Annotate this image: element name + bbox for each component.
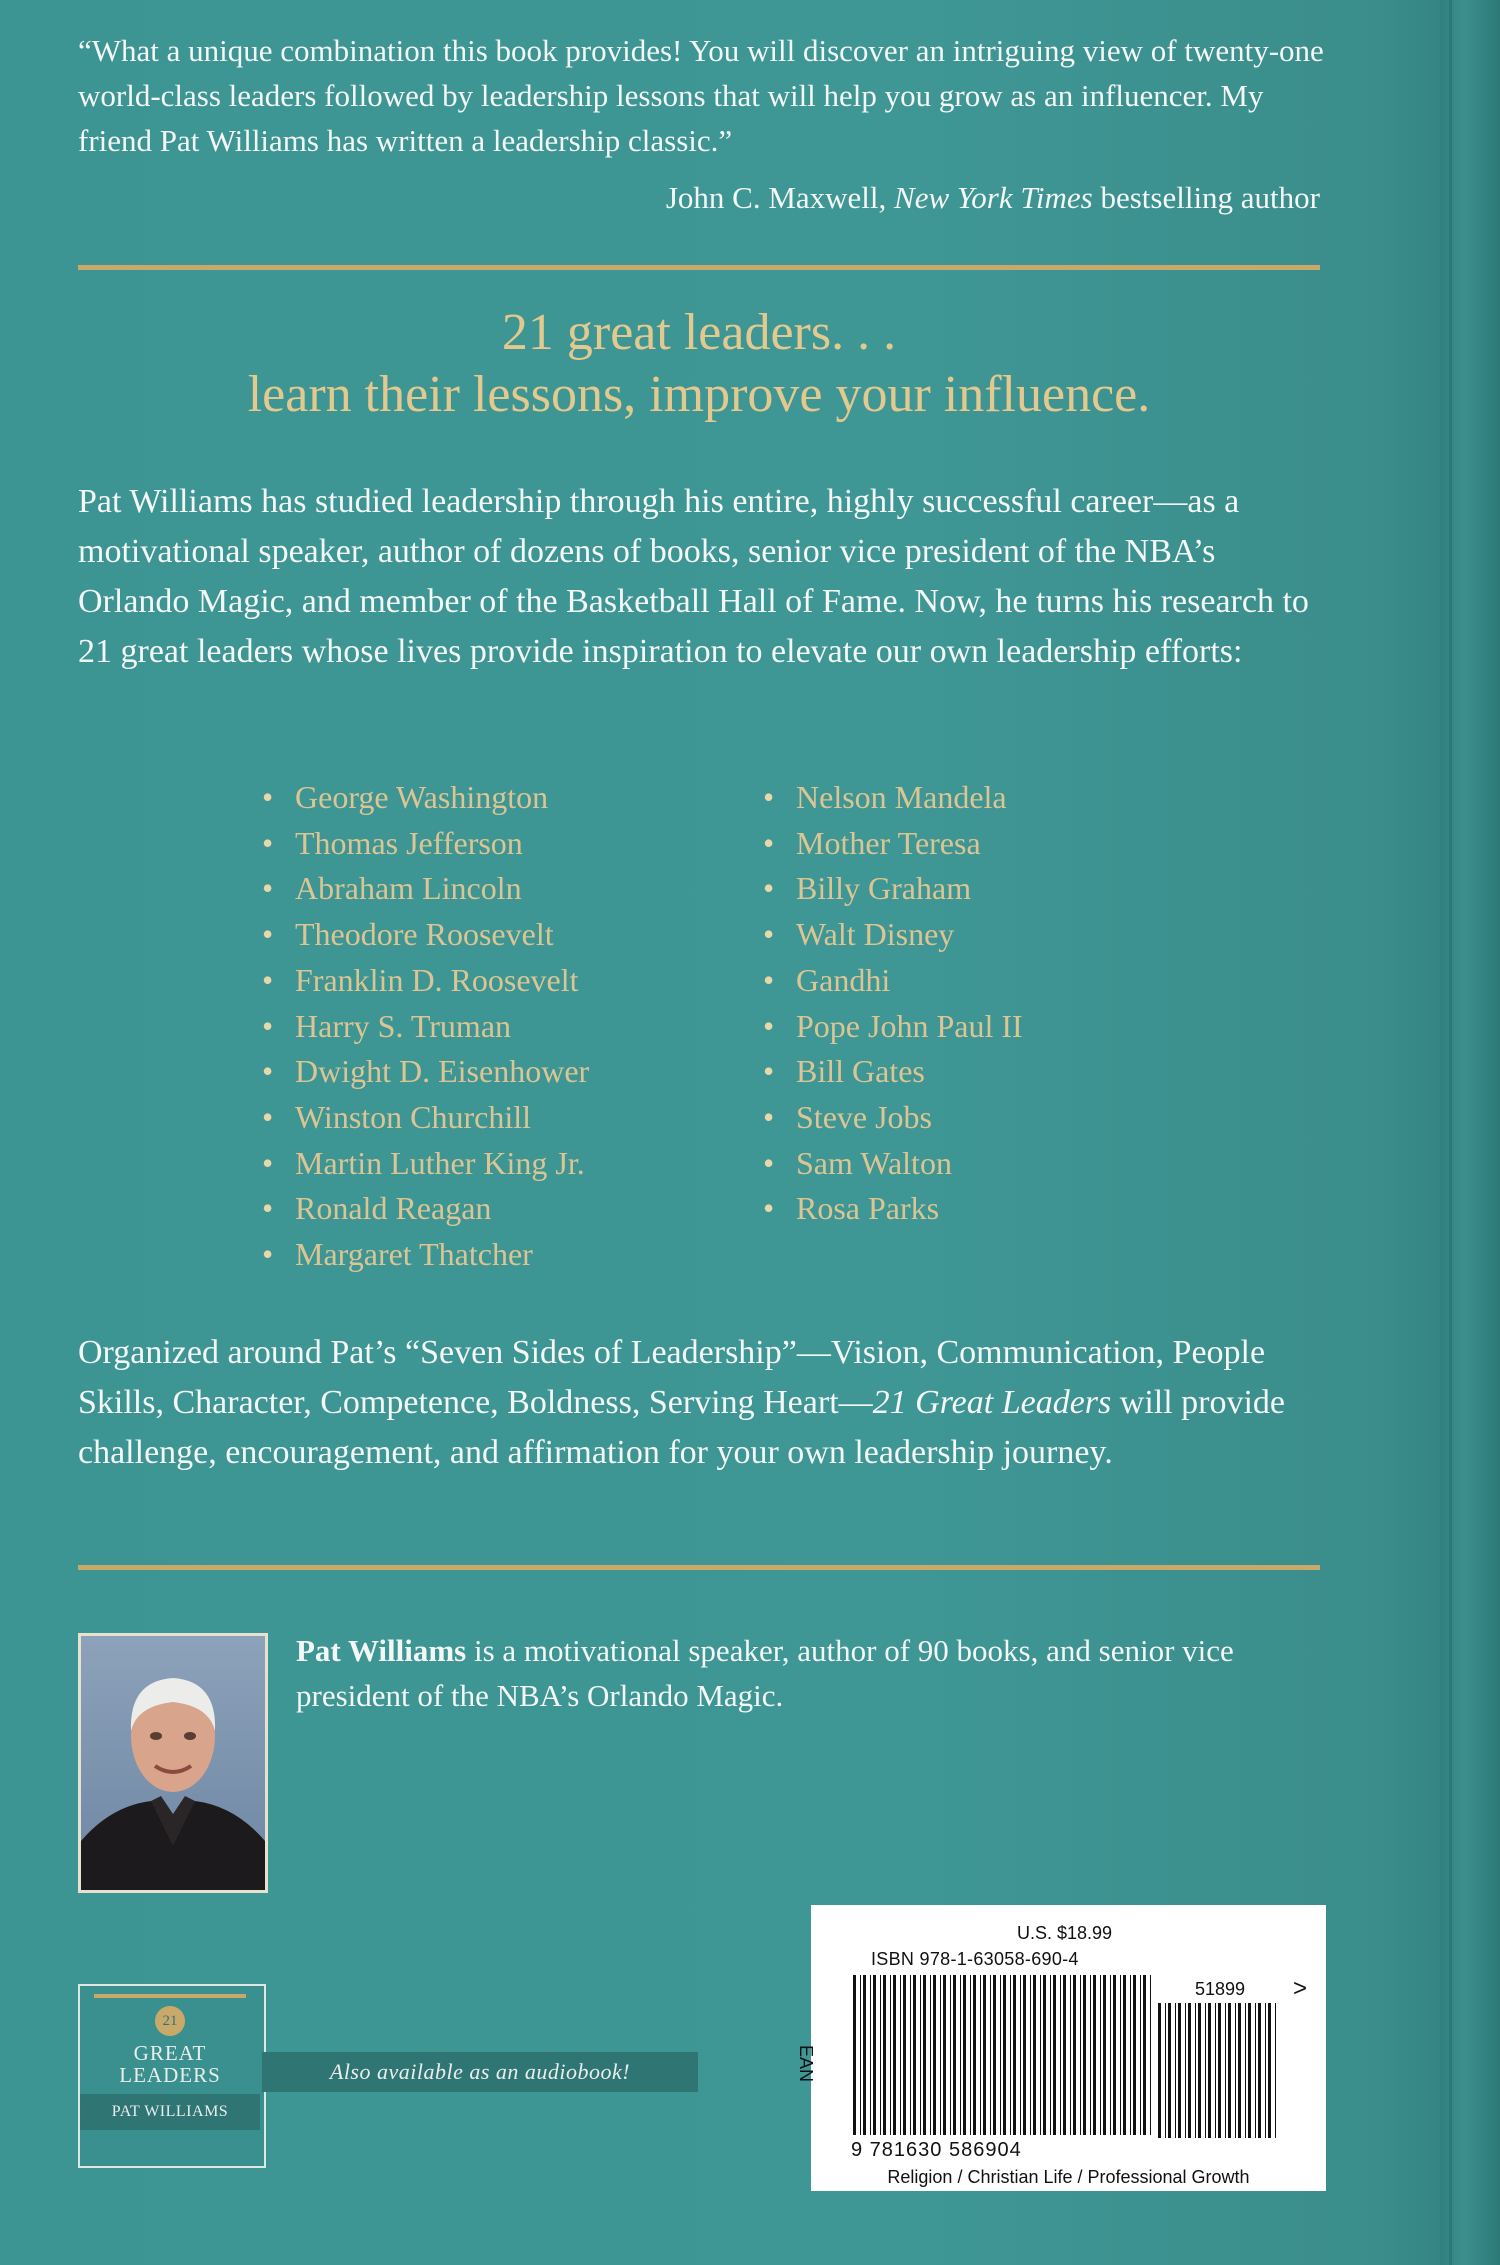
- headline-line-1: 21 great leaders. . .: [501, 304, 897, 361]
- leader-list-item: • George Washington: [262, 775, 589, 821]
- author-portrait-illustration: [81, 1636, 265, 1890]
- leader-list-item: • Dwight D. Eisenhower: [262, 1049, 589, 1095]
- leader-list-item: • Abraham Lincoln: [262, 866, 589, 912]
- leader-list-item: • Billy Graham: [763, 866, 1023, 912]
- leader-list-item: • Nelson Mandela: [763, 775, 1023, 821]
- intro-paragraph: Pat Williams has studied leadership through his entire, highly successful career—as a motivational speaker, author of dozens of books, senior vice president of the NBA’s Orlando Magic, and member of the Basketball Hall of Fame. Now, he turns his research to 21 great leaders whose lives provide inspiration to elevate our own leadership efforts:: [78, 483, 1309, 670]
- leader-list-item: • Margaret Thatcher: [262, 1232, 589, 1278]
- leader-list-item: • Theodore Roosevelt: [262, 912, 589, 958]
- book-title-inline: 21 Great Leaders: [872, 1384, 1112, 1421]
- isbn-text: ISBN 978-1-63058-690-4: [871, 1949, 1079, 1969]
- price-code: 51899: [1195, 1979, 1246, 1999]
- leader-list-item: • Ronald Reagan: [262, 1186, 589, 1232]
- leader-list-item: • Gandhi: [763, 958, 1023, 1004]
- leader-list-item: • Mother Teresa: [763, 821, 1023, 867]
- leader-list-item: • Bill Gates: [763, 1049, 1023, 1095]
- gold-divider-bottom: [78, 1565, 1320, 1570]
- category-text: Religion / Christian Life / Professional Growth: [887, 2167, 1250, 2187]
- leader-list-item: • Steve Jobs: [763, 1095, 1023, 1141]
- leader-list-item: • Pope John Paul II: [763, 1004, 1023, 1050]
- spine-crease: [1449, 0, 1452, 2265]
- mini-cover-title-2: LEADERS: [119, 2063, 221, 2087]
- endorsement-publication: New York Times: [894, 180, 1093, 215]
- mini-cover-badge: 21: [155, 2006, 185, 2036]
- headline-line-2: learn their lessons, improve your influence.: [247, 366, 1151, 423]
- price-barcode: [1156, 2003, 1286, 2140]
- organized-text-after: will provide challenge, encouragement, and affirmation for your own leadership journey.: [78, 1384, 1286, 1471]
- leader-list-item: • Winston Churchill: [262, 1095, 589, 1141]
- endorsement-role: bestselling author: [1100, 180, 1320, 215]
- mini-cover-rule: [94, 1994, 246, 1998]
- organized-paragraph: [78, 1328, 1328, 1478]
- mini-cover-author: PAT WILLIAMS: [111, 2103, 229, 2120]
- isbn-barcode: [851, 1975, 1161, 2140]
- leader-list-item: • Thomas Jefferson: [262, 821, 589, 867]
- mini-cover-title-1: GREAT: [133, 2041, 207, 2065]
- author-photo: [78, 1633, 268, 1893]
- author-name: Pat Williams: [296, 1633, 467, 1668]
- leaders-list-right: [763, 775, 1023, 1232]
- endorsement-attribution: [666, 180, 1320, 216]
- author-bio-text: is a motivational speaker, author of 90 books, and senior vice president of the NBA’s Orlando Magic.: [296, 1633, 1234, 1713]
- leader-list-item: • Harry S. Truman: [262, 1004, 589, 1050]
- barcode-digits: 9 781630 586904: [851, 2139, 1022, 2161]
- leader-list-item: • Martin Luther King Jr.: [262, 1141, 589, 1187]
- ean-label: EAN: [796, 2045, 816, 2083]
- gold-divider-top: [78, 265, 1320, 270]
- endorsement-quote: “What a unique combination this book provides! You will discover an intriguing view of twenty-one world-class leaders followed by leadership lessons that will help you grow as an influencer. My friend Pat Williams has written a leadership classic.”: [78, 33, 1324, 158]
- leader-list-item: • Walt Disney: [763, 912, 1023, 958]
- price-text: U.S. $18.99: [1017, 1923, 1113, 1943]
- leader-list-item: • Sam Walton: [763, 1141, 1023, 1187]
- endorsement-author: John C. Maxwell,: [665, 180, 887, 215]
- chevron-icon: >: [1293, 1975, 1308, 2002]
- author-bio: [296, 1628, 1336, 1718]
- leaders-list-left: [262, 775, 589, 1278]
- leader-list-item: • Franklin D. Roosevelt: [262, 958, 589, 1004]
- leader-list-item: • Rosa Parks: [763, 1186, 1023, 1232]
- organized-text-before: Organized around Pat’s “Seven Sides of Leadership”—Vision, Communication, People Skills, Character, Competence, Boldness, Serving Heart—: [78, 1334, 1266, 1421]
- barcode-label: [796, 1905, 1326, 2191]
- audiobook-banner: Also available as an audiobook!: [262, 2052, 698, 2092]
- audiobook-cover-thumbnail: [78, 1984, 266, 2168]
